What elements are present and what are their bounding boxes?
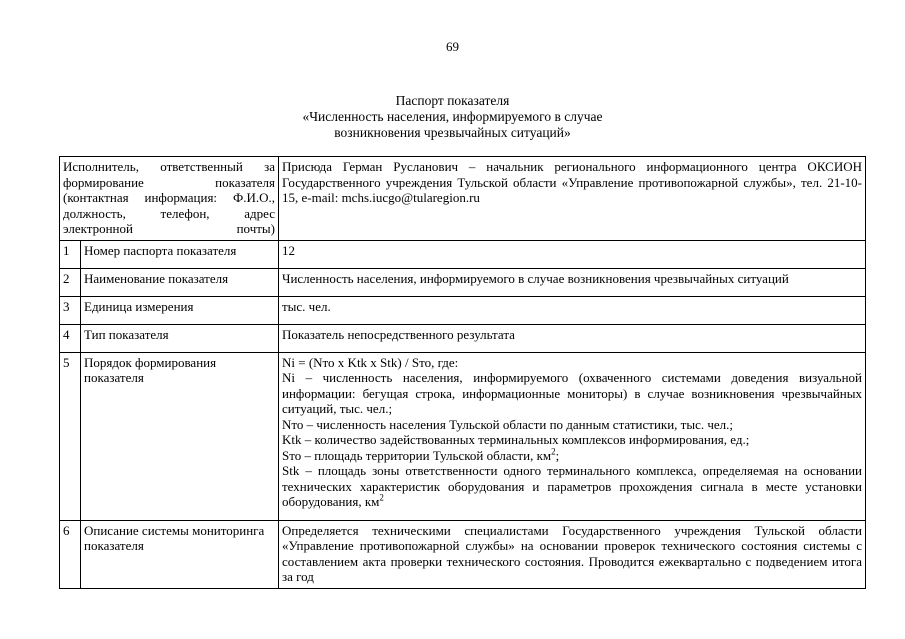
definition-sto-end: ; — [555, 447, 560, 463]
passport-table — [59, 156, 866, 589]
row-name: Порядок формирования показателя — [81, 352, 279, 520]
formula-row — [60, 352, 866, 520]
row-number: 6 — [60, 520, 81, 588]
owner-label: Исполнитель, ответственный за формирование показателя (контактная информация: Ф.И.О., должность, телефон, адрес электронной почты) — [60, 157, 279, 241]
definition-ktk: Ktk – количество задействованных терминальных комплексов информирования, ед.; — [282, 432, 750, 447]
page-number: 69 — [446, 39, 459, 54]
formula: Ni = (Nто x Ktk x Stk) / Sто, где: — [282, 354, 459, 370]
row-value: Определяется техническими специалистами Государственного учреждения Тульской области «Управление противопожарной службы» на основании проверок технического состояния системы с составлением акта проверки технического состояния. Проводится ежеквартально с подведением итога за год — [279, 520, 866, 588]
title-line-3: возникновения чрезвычайных ситуаций» — [334, 125, 571, 140]
table-row — [60, 296, 866, 324]
row-value: Численность населения, информируемого в случае возникновения чрезвычайных ситуаций — [279, 268, 866, 296]
definition-stk-superscript: 2 — [379, 492, 384, 503]
definition-sto-superscript: 2 — [551, 446, 556, 457]
row-number: 5 — [60, 352, 81, 520]
row-value: тыс. чел. — [279, 296, 866, 324]
table-row — [60, 268, 866, 296]
title-line-1: Паспорт показателя — [395, 93, 510, 108]
row-number: 1 — [60, 240, 81, 268]
definition-sto — [282, 448, 862, 464]
definition-stk — [282, 463, 862, 510]
owner-row — [60, 157, 866, 241]
row-name: Описание системы мониторинга показателя — [81, 520, 279, 588]
owner-value: Присюда Герман Русланович – начальник регионального информационного центра ОКСИОН Государственного учреждения Тульской области «Управление противопожарной службы», тел. 21-10-15, e-mail: mchs.iucgo@tularegion.ru — [279, 157, 866, 241]
row-name: Единица измерения — [81, 296, 279, 324]
title-line-2: «Численность населения, информируемого в случае — [302, 109, 603, 124]
definition-sto-text: Sто – площадь территории Тульской области, км — [282, 447, 552, 463]
monitor-row — [60, 520, 866, 588]
formula-cell — [279, 352, 866, 520]
row-name: Наименование показателя — [81, 268, 279, 296]
document-title — [0, 93, 905, 141]
table-row — [60, 240, 866, 268]
row-name: Номер паспорта показателя — [81, 240, 279, 268]
row-number: 2 — [60, 268, 81, 296]
definition-nto: Nто – численность населения Тульской области по данным статистики, тыс. чел.; — [282, 416, 734, 432]
row-value: Показатель непосредственного результата — [279, 324, 866, 352]
row-value: 12 — [279, 240, 866, 268]
table-row — [60, 324, 866, 352]
row-name: Тип показателя — [81, 324, 279, 352]
definition-stk-text: Stk – площадь зоны ответственности одного терминального комплекса, определяемая на основании технических характеристик оборудования и параметров прохождения сигнала в месте установки оборудования, км — [282, 463, 862, 509]
row-number: 4 — [60, 324, 81, 352]
row-number: 3 — [60, 296, 81, 324]
definition-ni: Ni – численность населения, информируемого (охваченного системами доведения визуальной информации: бегущая строка, информационные мониторы) в случае возникновения чрезвычайных ситуаций, тыс. чел.; — [282, 370, 862, 416]
